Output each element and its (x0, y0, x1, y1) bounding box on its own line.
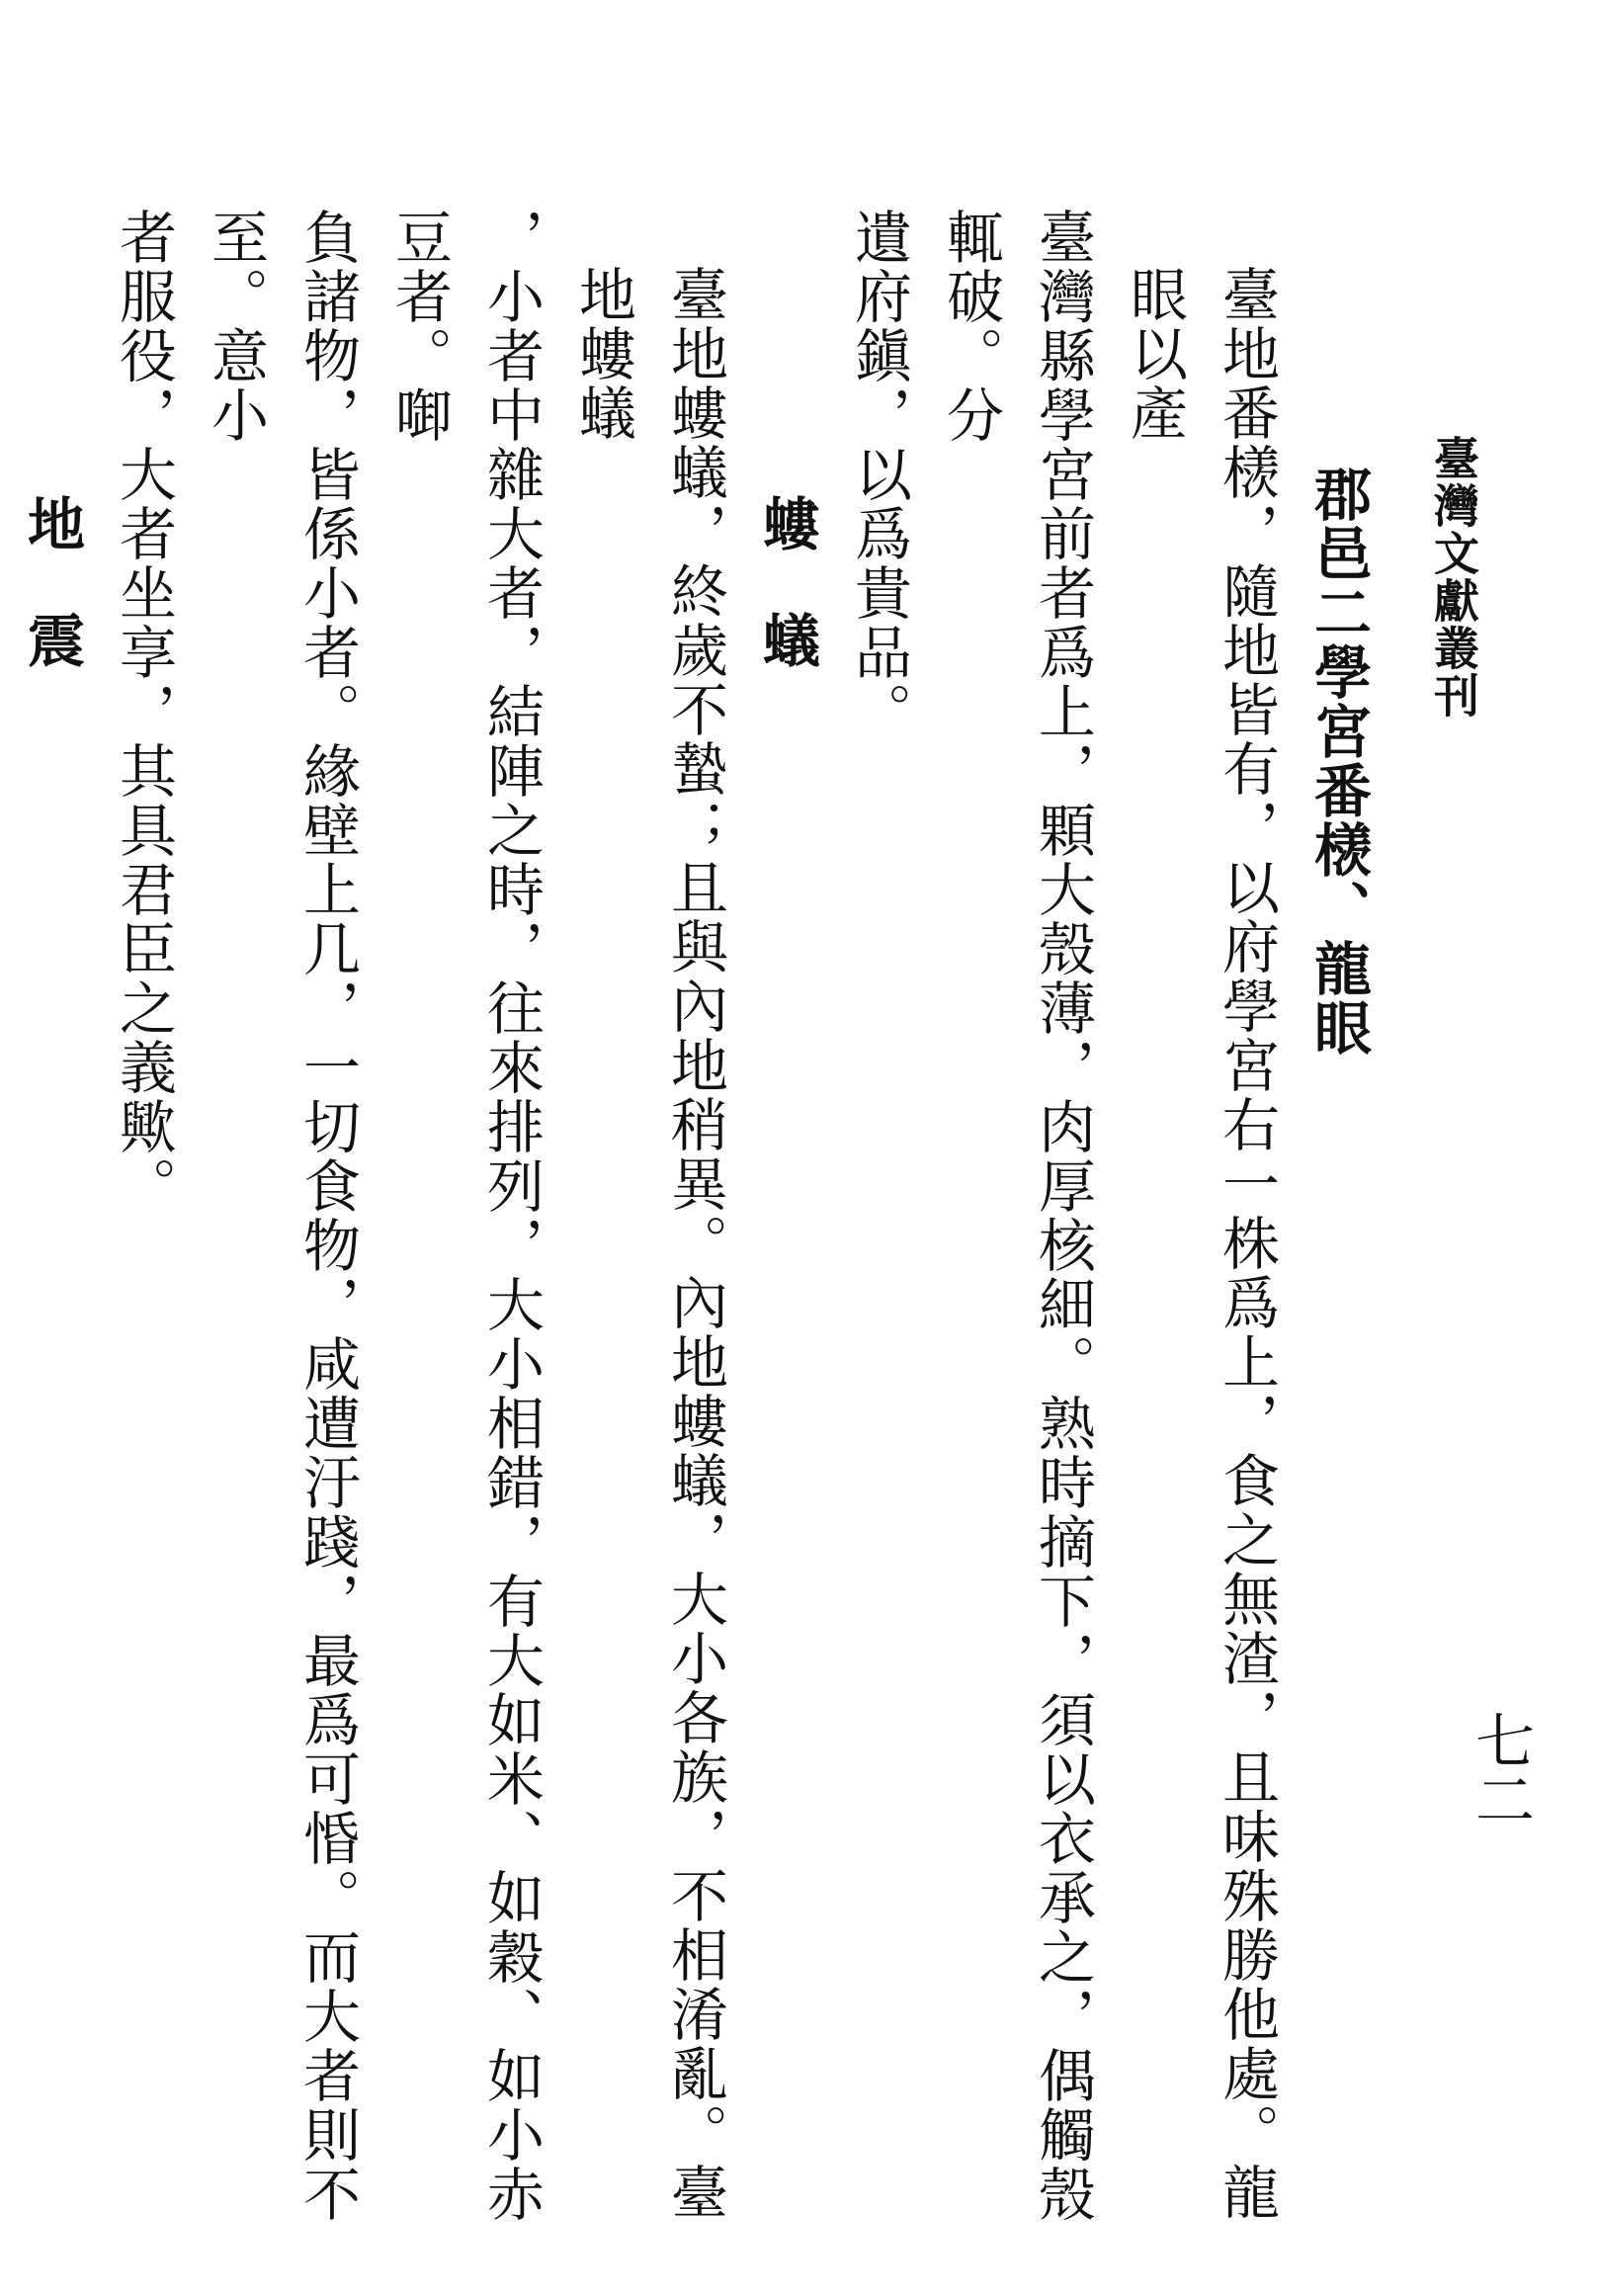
text-line: 負諸物，皆係小者。緣壁上几，一切食物，咸遭汙踐，最爲可惛。而大者則不至。意小 (202, 208, 361, 2224)
text-line: 者服役，大者坐享，其具君臣之義歟。 (110, 208, 177, 1216)
series-title: 臺灣文獻叢刊 (1427, 435, 1480, 720)
text-line: 臺灣縣學宮前者爲上，顆大殼薄，肉厚核細。熟時摘下，須以衣承之，偶觸殼輒破。分 (937, 208, 1096, 2224)
section-heading: 地震 (18, 494, 85, 727)
text-line: 臺地螻蟻，終歲不蟄；且與內地稍異。內地螻蟻，大小各族，不相淆亂。臺地螻蟻 (569, 265, 728, 2222)
text-line: 臺地番檨，隨地皆有，以府學宮右一株爲上，食之無渣，且味殊勝他處。龍眼以產 (1121, 265, 1280, 2222)
page-number: 七二 (1466, 1710, 1535, 1828)
section-heading: 螻蟻 (753, 494, 820, 727)
section-heading: 郡邑二學宮番檨、龍眼 (1304, 465, 1372, 1058)
text-line: ，小者中雜大者，結陣之時，往來排列，大小相錯，有大如米、如穀、如小赤豆者。啣 (385, 208, 545, 2224)
text-line: 遺府鎭，以爲貴品。 (845, 208, 912, 741)
text-line (0, 265, 5, 2224)
text-body (18, 208, 1384, 2224)
